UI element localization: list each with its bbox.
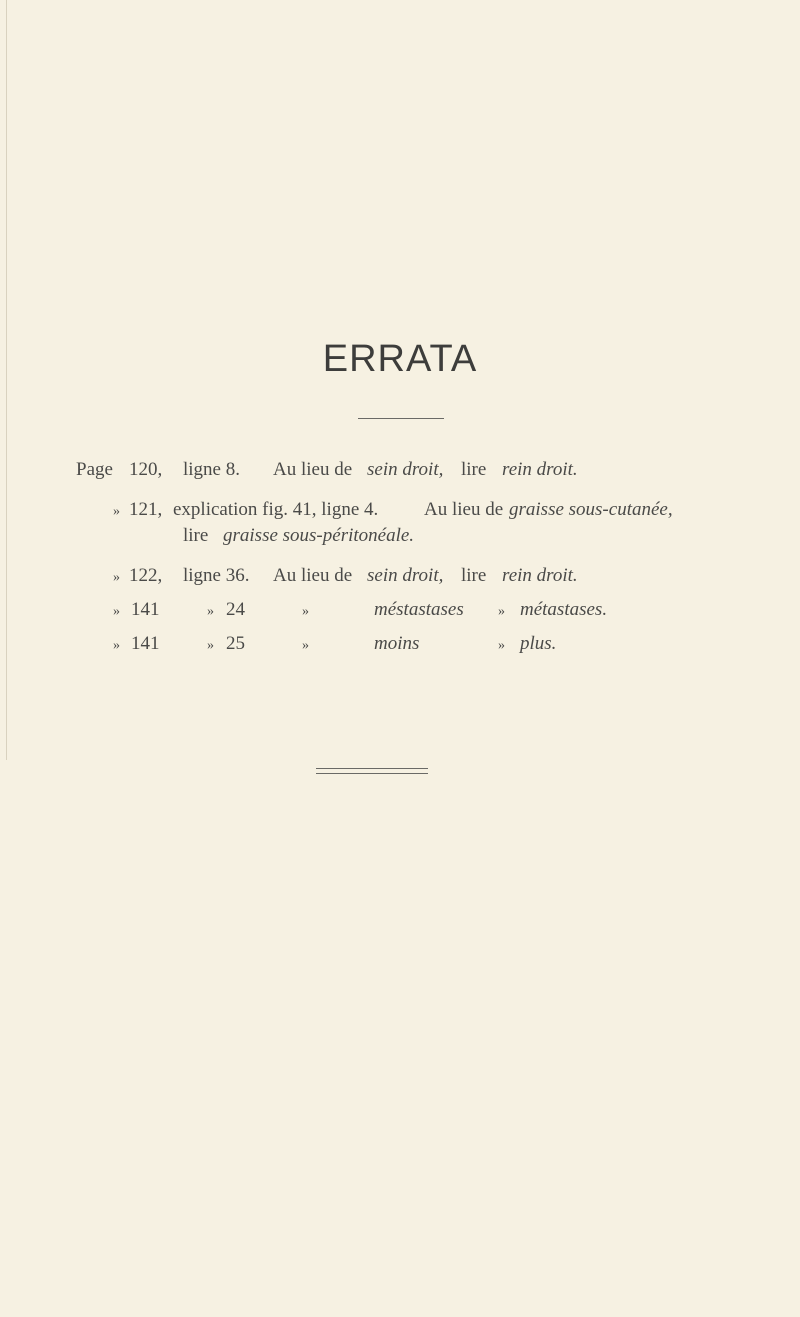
correct-text: rein droit. — [502, 459, 578, 480]
page-title: ERRATA — [322, 338, 478, 380]
read-label: lire — [461, 565, 487, 586]
ditto-mark: » — [113, 638, 120, 653]
instead-of-label: Au lieu de — [273, 565, 353, 586]
correct-text: plus. — [520, 633, 557, 654]
ditto-mark: » — [302, 604, 309, 619]
page-number: 141 — [131, 633, 160, 654]
line-reference: explication fig. 41, ligne 4. — [173, 499, 379, 520]
ditto-mark: » — [113, 604, 120, 619]
ditto-mark: » — [207, 604, 214, 619]
closing-double-rule — [316, 768, 428, 774]
wrong-text: méstastases — [374, 599, 464, 620]
ditto-mark: » — [113, 504, 120, 519]
page-number: 141 — [131, 599, 160, 620]
wrong-text: sein droit, — [367, 459, 444, 480]
correct-text: rein droit. — [502, 565, 578, 586]
page-number: 121, — [129, 499, 163, 520]
line-number: 25 — [226, 633, 245, 654]
instead-of-label: Au lieu de — [424, 499, 504, 520]
ditto-mark: » — [302, 638, 309, 653]
title-divider — [358, 418, 444, 419]
wrong-text: sein droit, — [367, 565, 444, 586]
read-label: lire — [183, 525, 209, 546]
ditto-mark: » — [498, 604, 505, 619]
ditto-mark: » — [113, 570, 120, 585]
correct-text: graisse sous-péritonéale. — [223, 525, 415, 546]
line-reference: ligne 8. — [183, 459, 240, 480]
line-number: 24 — [226, 599, 245, 620]
ditto-mark: » — [498, 638, 505, 653]
page-number: 122, — [129, 565, 163, 586]
instead-of-label: Au lieu de — [273, 459, 353, 480]
wrong-text: moins — [374, 633, 420, 654]
page-number: 120, — [129, 459, 163, 480]
wrong-text: graisse sous-cutanée, — [509, 499, 673, 520]
ditto-mark: » — [207, 638, 214, 653]
read-label: lire — [461, 459, 487, 480]
correct-text: métastases. — [520, 599, 608, 620]
page-label: Page — [76, 459, 113, 480]
line-reference: ligne 36. — [183, 565, 250, 586]
